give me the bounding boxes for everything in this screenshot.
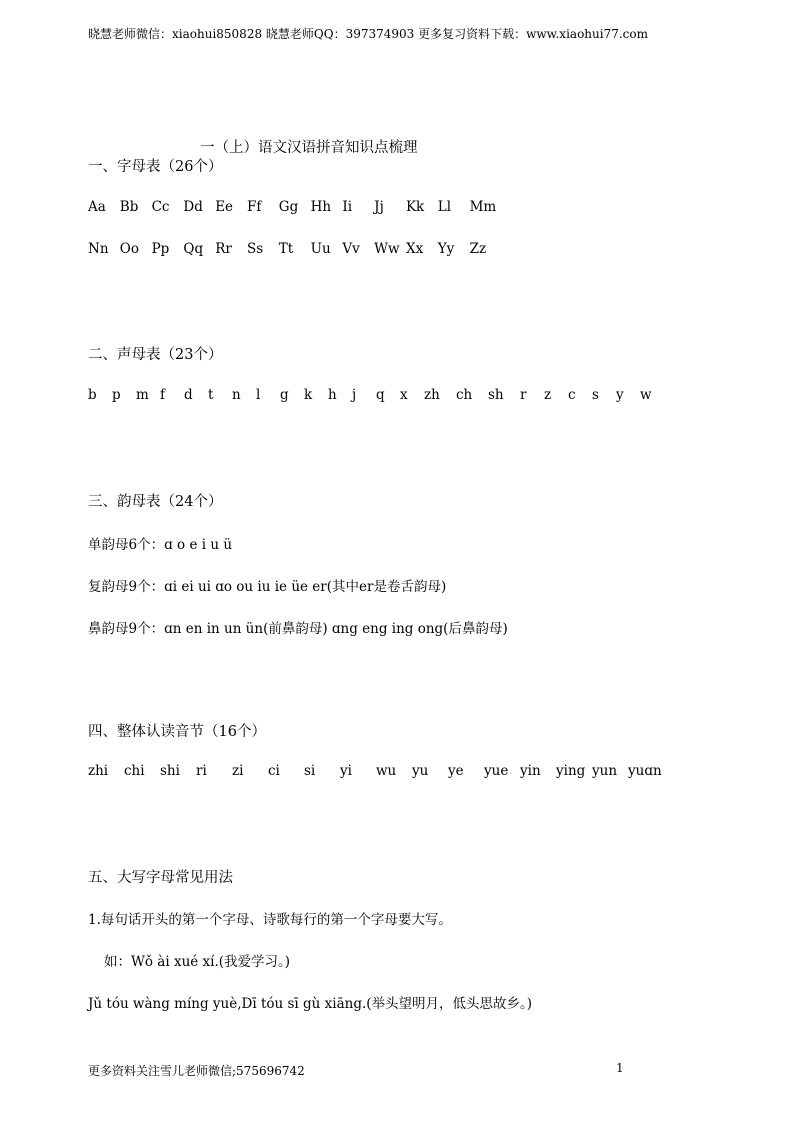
token-item: Nn: [88, 241, 109, 257]
section-heading-syllables: 四、整体认读音节（16个）: [88, 724, 266, 740]
token-item: ye: [448, 763, 464, 779]
token-item: s: [592, 387, 599, 403]
nasal-finals-line: 鼻韵母9个：ɑn en in un ün(前鼻韵母) ɑng eng ing ong(后鼻韵母): [88, 621, 508, 637]
initials-row: [88, 387, 664, 403]
token-item: yuɑn: [628, 763, 662, 779]
token-item: Gg: [278, 199, 299, 215]
token-item: Hh: [310, 199, 332, 215]
section-heading-capitals: 五、大写字母常见用法: [88, 870, 233, 886]
token-item: b: [88, 387, 97, 403]
section-heading-finals: 三、韵母表（24个）: [88, 494, 223, 510]
token-item: yin: [520, 763, 541, 779]
token-item: ci: [268, 763, 280, 779]
token-item: yu: [412, 763, 429, 779]
token-item: yun: [592, 763, 618, 779]
token-item: Oo: [119, 241, 139, 257]
token-item: Ee: [215, 199, 234, 215]
token-item: zi: [232, 763, 244, 779]
token-item: y: [616, 387, 624, 403]
token-item: ri: [196, 763, 207, 779]
token-item: ch: [456, 387, 473, 403]
token-item: Qq: [183, 241, 204, 257]
token-item: Ss: [246, 241, 264, 257]
token-item: Ww: [374, 241, 400, 257]
section-heading-initials: 二、声母表（23个）: [88, 347, 223, 363]
page-footer: 更多资料关注雪儿老师微信;575696742: [88, 1064, 305, 1078]
token-item: yue: [484, 763, 509, 779]
token-item: q: [376, 387, 385, 403]
token-item: wu: [376, 763, 397, 779]
token-item: Yy: [437, 241, 455, 257]
syllables-row: [88, 763, 664, 779]
token-item: Rr: [215, 241, 232, 257]
token-item: t: [208, 387, 214, 403]
token-item: si: [304, 763, 316, 779]
capital-rule-1: 1.每句话开头的第一个字母、诗歌每行的第一个字母要大写。: [88, 912, 452, 928]
token-item: f: [160, 387, 165, 403]
token-item: j: [352, 387, 357, 403]
token-item: p: [112, 387, 121, 403]
token-item: Bb: [119, 199, 139, 215]
token-item: Ii: [342, 199, 353, 215]
document-title: 一（上）语文汉语拼音知识点梳理: [200, 140, 418, 156]
token-item: l: [256, 387, 261, 403]
token-item: Zz: [469, 241, 487, 257]
token-item: Pp: [151, 241, 170, 257]
token-item: yi: [340, 763, 352, 779]
token-item: Cc: [151, 199, 170, 215]
simple-finals-line: 单韵母6个：ɑ o e i u ü: [88, 537, 233, 553]
alphabet-row-1: [88, 199, 501, 215]
token-item: zh: [424, 387, 440, 403]
token-item: ying: [556, 763, 586, 779]
token-item: k: [304, 387, 313, 403]
token-item: z: [544, 387, 552, 403]
compound-finals-line: 复韵母9个：ɑi ei ui ɑo ou iu ie üe er(其中er是卷舌韵母): [88, 579, 447, 595]
section-heading-alphabet: 一、字母表（26个）: [88, 159, 223, 175]
token-item: Ll: [437, 199, 452, 215]
alphabet-row-2: [88, 241, 501, 257]
token-item: zhi: [88, 763, 109, 779]
token-item: w: [640, 387, 652, 403]
token-item: g: [280, 387, 289, 403]
token-item: h: [328, 387, 337, 403]
token-item: shi: [160, 763, 180, 779]
token-item: Vv: [342, 241, 360, 257]
capital-example-2: Jǔ tóu wàng míng yuè,Dī tóu sī gù xiāng.(举头望明月，低头思故乡。): [88, 996, 533, 1012]
token-item: Aa: [88, 199, 106, 215]
capital-example-1: 如：Wǒ ài xué xí.(我爱学习。): [104, 954, 291, 970]
token-item: c: [568, 387, 576, 403]
token-item: Jj: [374, 199, 384, 215]
token-item: Dd: [183, 199, 203, 215]
token-item: n: [232, 387, 241, 403]
token-item: chi: [124, 763, 145, 779]
token-item: Tt: [278, 241, 294, 257]
token-item: Uu: [310, 241, 331, 257]
page-number: 1: [616, 1061, 624, 1075]
page-header: 晓慧老师微信：xiaohui850828 晓慧老师QQ：397374903 更多复习资料下载：www.xiaohui77.com: [88, 27, 648, 41]
token-item: Xx: [405, 241, 424, 257]
token-item: Ff: [246, 199, 262, 215]
token-item: m: [136, 387, 149, 403]
token-item: x: [400, 387, 408, 403]
token-item: Kk: [405, 199, 425, 215]
token-item: r: [520, 387, 527, 403]
token-item: d: [184, 387, 193, 403]
token-item: Mm: [469, 199, 497, 215]
token-item: sh: [488, 387, 504, 403]
